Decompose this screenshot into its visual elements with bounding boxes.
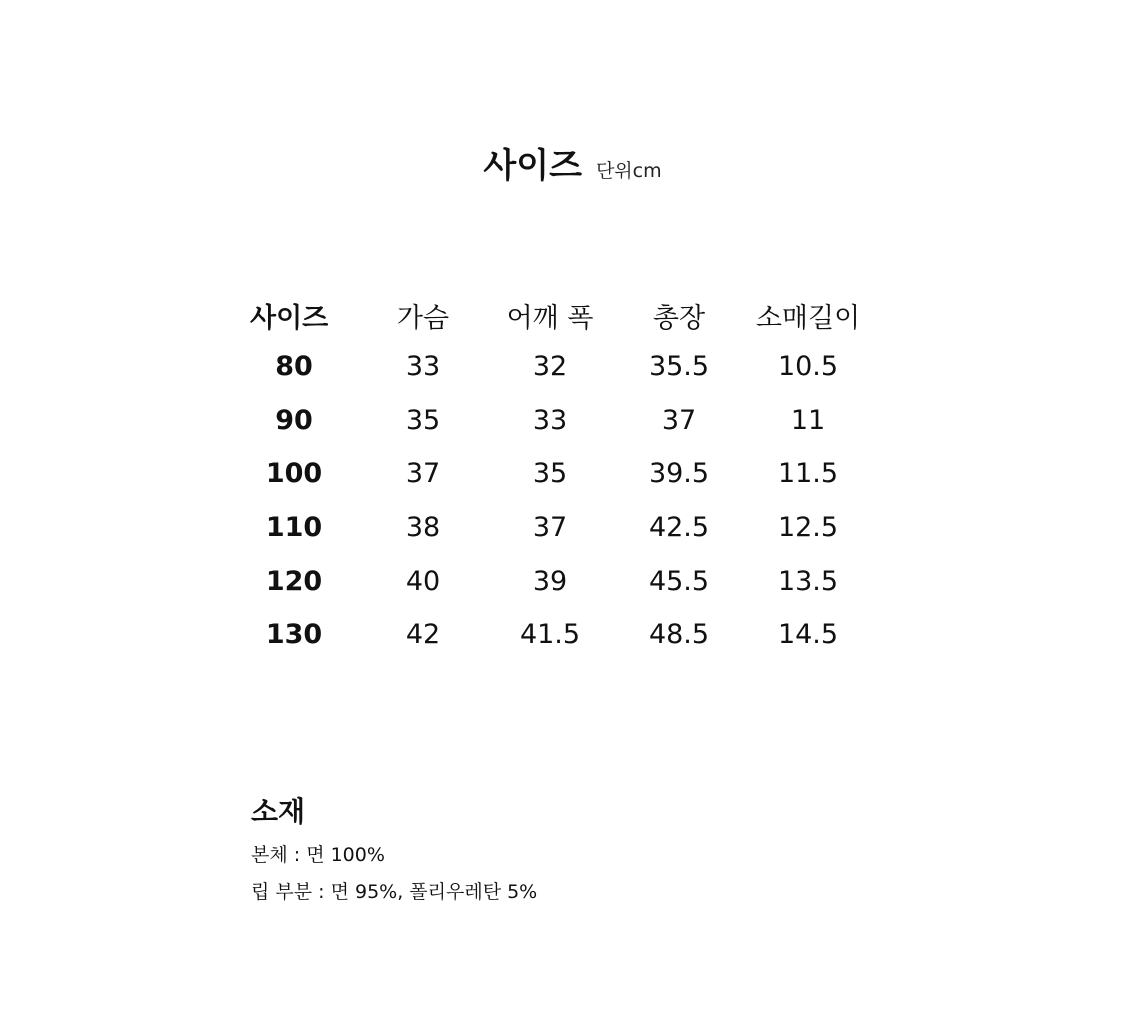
- cell-size: 120: [265, 565, 323, 597]
- table-header-row: [238, 290, 862, 340]
- cell-size: 130: [265, 619, 323, 651]
- table-row: [238, 447, 862, 501]
- table-row: [238, 608, 862, 662]
- material-body-composition: 본체 : 면 100%: [251, 844, 385, 866]
- table-row: [238, 501, 862, 555]
- table-row: [238, 340, 862, 394]
- cell-size: 90: [275, 404, 313, 436]
- cell-chest: 38: [405, 512, 441, 544]
- cell-chest: 37: [405, 458, 441, 490]
- cell-size: 110: [265, 512, 323, 544]
- page-title: 사이즈: [483, 146, 582, 186]
- cell-shoulder: 33: [532, 404, 568, 436]
- material-title: 소재: [251, 795, 306, 828]
- cell-sleeve: 10.5: [777, 351, 839, 383]
- cell-size: 100: [265, 458, 323, 490]
- cell-shoulder: 37: [532, 512, 568, 544]
- unit-label: 단위cm: [595, 160, 662, 182]
- column-header-sleeve: 소매길이: [755, 302, 861, 334]
- table-row: [238, 394, 862, 448]
- column-header-shoulder: 어깨 폭: [506, 302, 594, 334]
- table-row: [238, 554, 862, 608]
- cell-length: 37: [661, 404, 697, 436]
- column-header-chest: 가슴: [396, 302, 450, 334]
- cell-length: 35.5: [648, 351, 710, 383]
- page-header: [0, 138, 1145, 187]
- column-header-size: 사이즈: [250, 302, 329, 334]
- cell-length: 48.5: [648, 619, 710, 651]
- material-rib-composition: 립 부분 : 면 95%, 폴리우레탄 5%: [251, 881, 538, 903]
- cell-sleeve: 11.5: [777, 458, 839, 490]
- cell-size: 80: [275, 351, 313, 383]
- cell-sleeve: 12.5: [777, 512, 839, 544]
- cell-chest: 33: [405, 351, 441, 383]
- column-header-length: 총장: [652, 302, 706, 334]
- cell-length: 39.5: [648, 458, 710, 490]
- cell-shoulder: 39: [532, 565, 568, 597]
- size-table: [238, 290, 862, 662]
- cell-shoulder: 41.5: [519, 619, 581, 651]
- cell-length: 42.5: [648, 512, 710, 544]
- cell-chest: 42: [405, 619, 441, 651]
- cell-shoulder: 32: [532, 351, 568, 383]
- cell-shoulder: 35: [532, 458, 568, 490]
- cell-sleeve: 14.5: [777, 619, 839, 651]
- cell-sleeve: 11: [790, 404, 826, 436]
- cell-sleeve: 13.5: [777, 565, 839, 597]
- cell-chest: 40: [405, 565, 441, 597]
- material-section: [251, 795, 537, 917]
- cell-chest: 35: [405, 404, 441, 436]
- cell-length: 45.5: [648, 565, 710, 597]
